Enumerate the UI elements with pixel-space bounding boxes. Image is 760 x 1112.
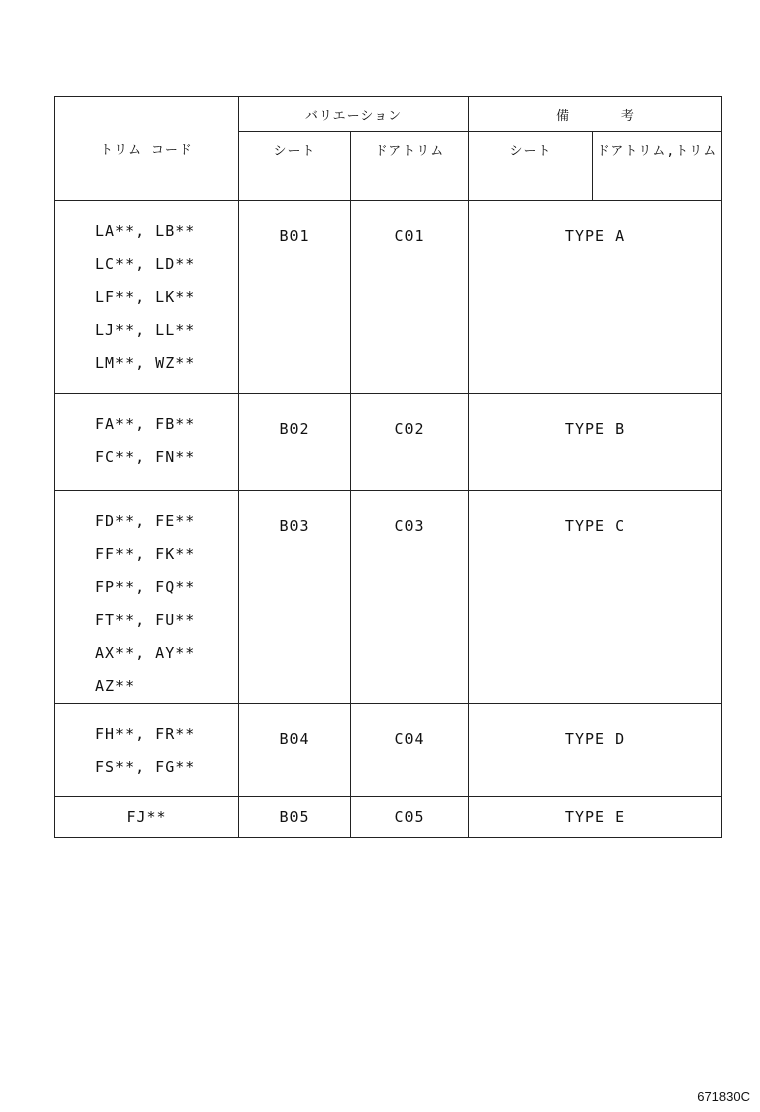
remark-cell: [469, 704, 722, 797]
trim-code: LA**, LB**: [95, 222, 196, 240]
seat-code: B02: [279, 420, 310, 438]
remark-type: TYPE C: [564, 517, 626, 535]
trim-code: FH**, FR**: [95, 725, 196, 743]
table-row: [55, 704, 722, 797]
document-code: 671830C: [697, 1089, 750, 1104]
trim-code: LJ**, LL**: [95, 321, 196, 339]
door-trim-cell: [351, 491, 469, 704]
trim-code: FD**, FE**: [95, 512, 196, 530]
trim-code: LF**, LK**: [95, 288, 196, 306]
variation-header: バリエーション: [239, 97, 469, 132]
trim-code: LC**, LD**: [95, 255, 196, 273]
remark-cell: [469, 797, 722, 838]
seat-code: B04: [279, 730, 310, 748]
remark-cell: [469, 201, 722, 394]
door-trim-cell: [351, 394, 469, 491]
trim-code: FS**, FG**: [95, 758, 196, 776]
remark-type: TYPE B: [564, 420, 626, 438]
remarks-header: 備 考: [469, 97, 722, 132]
trim-variation-table: [54, 96, 722, 838]
trim-codes-cell: [55, 704, 239, 797]
remark-cell: [469, 491, 722, 704]
remarks-door-trim-header: ドアトリム,トリム: [593, 132, 722, 201]
seat-code: B01: [279, 227, 310, 245]
table-row: [55, 201, 722, 394]
trim-code: FP**, FQ**: [95, 578, 196, 596]
seat-cell: [239, 201, 351, 394]
trim-code: LM**, WZ**: [95, 354, 196, 372]
seat-cell: [239, 491, 351, 704]
seat-code: B05: [279, 808, 310, 826]
trim-codes-cell: [55, 797, 239, 838]
door-trim-code: C03: [394, 517, 425, 535]
trim-code: FF**, FK**: [95, 545, 196, 563]
remark-type: TYPE A: [564, 227, 626, 245]
variation-seat-header: シート: [239, 132, 351, 201]
trim-code: FA**, FB**: [95, 415, 196, 433]
door-trim-cell: [351, 201, 469, 394]
trim-code: FJ**: [126, 807, 167, 826]
trim-code: AZ**: [95, 677, 136, 695]
trim-code: AX**, AY**: [95, 644, 196, 662]
door-trim-code: C05: [394, 808, 425, 826]
trim-codes-cell: [55, 394, 239, 491]
trim-codes-cell: [55, 491, 239, 704]
door-trim-code: C02: [394, 420, 425, 438]
remarks-seat-header: シート: [469, 132, 593, 201]
seat-cell: [239, 797, 351, 838]
header-row-top: [55, 97, 722, 132]
variation-door-trim-header: ドアトリム: [351, 132, 469, 201]
door-trim-cell: [351, 797, 469, 838]
door-trim-code: C01: [394, 227, 425, 245]
table-row: [55, 394, 722, 491]
trim-codes-cell: [55, 201, 239, 394]
seat-code: B03: [279, 517, 310, 535]
trim-code: FT**, FU**: [95, 611, 196, 629]
seat-cell: [239, 704, 351, 797]
remark-type: TYPE D: [564, 730, 626, 748]
seat-cell: [239, 394, 351, 491]
table-row: [55, 491, 722, 704]
trim-code-header: トリム コード: [55, 97, 239, 201]
remark-type: TYPE E: [564, 808, 626, 826]
remark-cell: [469, 394, 722, 491]
door-trim-cell: [351, 704, 469, 797]
door-trim-code: C04: [394, 730, 425, 748]
table-row: [55, 797, 722, 838]
trim-code: FC**, FN**: [95, 448, 196, 466]
